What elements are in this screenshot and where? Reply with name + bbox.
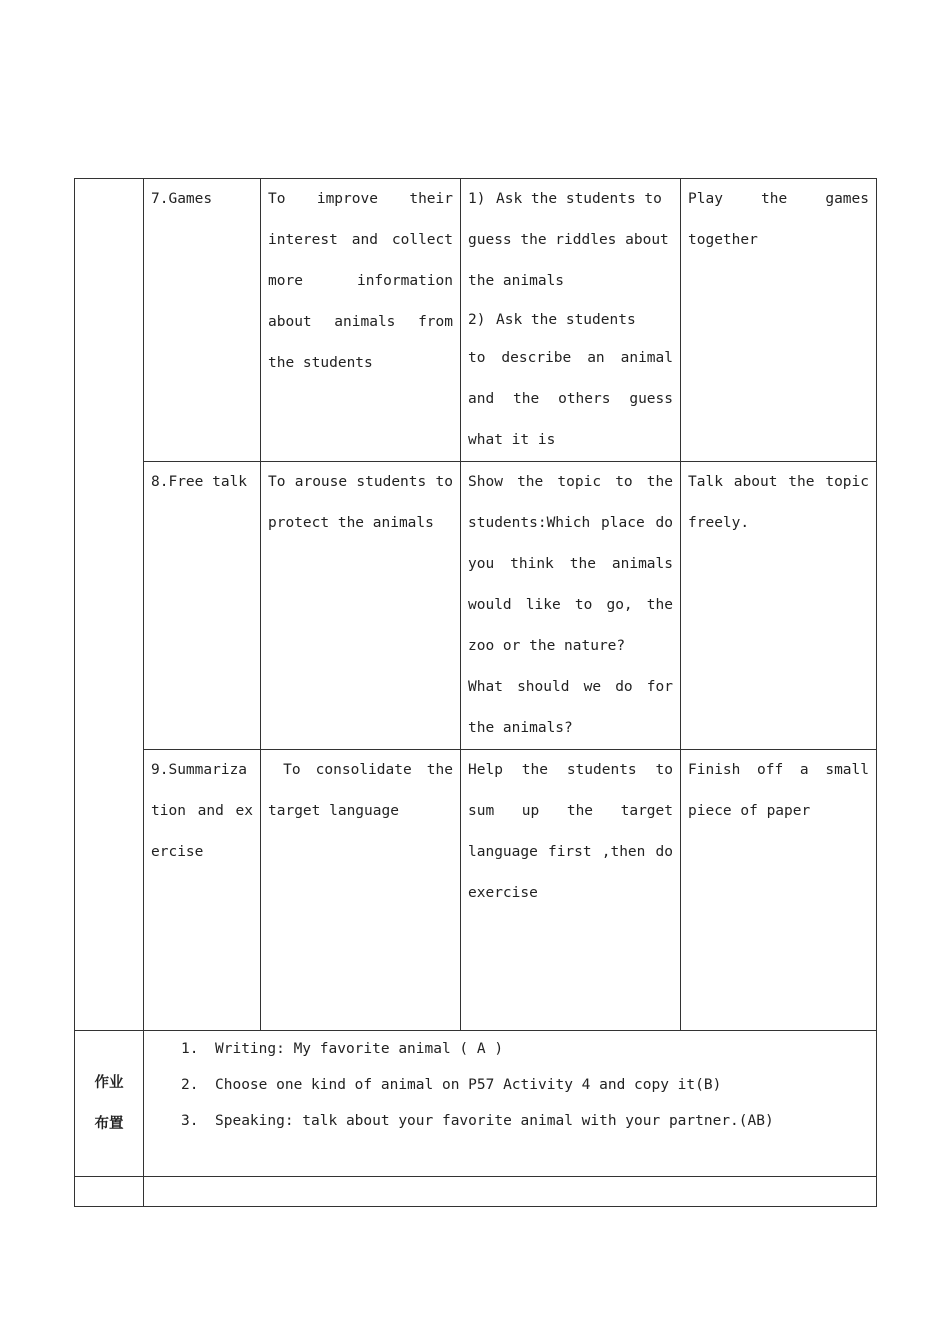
teacher-activity-paragraph: What should we do for the animals? (468, 679, 673, 736)
table-row-empty (75, 1177, 877, 1207)
table-row-free-talk (75, 462, 877, 750)
list-item: 3. Speaking: talk about your favorite animal with your partner.(AB) (181, 1113, 774, 1129)
teacher-activity-continued: to describe an animal and the others guess what it is (468, 350, 673, 448)
lesson-plan-table (74, 178, 877, 1207)
student-activity-cell: Talk about the topic freely. (681, 462, 877, 750)
list-item: 2) Ask the students (468, 312, 636, 328)
step-cell: 8.Free talk (144, 462, 261, 750)
list-item: 1) Ask the students to guess the riddles about the animals (468, 191, 669, 289)
step-cell: 9.Summarization and exercise (144, 750, 261, 1031)
teacher-steps-list (468, 179, 673, 338)
table-row-homework (75, 1031, 877, 1177)
table-row-summarization (75, 750, 877, 1031)
homework-label-cell (75, 1031, 144, 1177)
step-cell: 7.Games (144, 179, 261, 462)
empty-cell (75, 1177, 144, 1207)
table-row-games (75, 179, 877, 462)
list-item: 1. Writing: My favorite animal ( A ) (181, 1041, 504, 1057)
teacher-activity-cell (461, 462, 681, 750)
student-activity-cell: Finish off a small piece of paper (681, 750, 877, 1031)
homework-label: 作业 (94, 1074, 124, 1091)
homework-label: 布置 (94, 1115, 124, 1132)
homework-list (151, 1031, 869, 1139)
purpose-cell: To arouse students to protect the animals (261, 462, 461, 750)
purpose-cell: To consolidate the target language (261, 750, 461, 1031)
teacher-activity-cell (461, 179, 681, 462)
left-margin-cell (75, 179, 144, 1031)
homework-content-cell (144, 1031, 877, 1177)
list-item: 2. Choose one kind of animal on P57 Activity 4 and copy it(B) (181, 1077, 722, 1093)
empty-cell (144, 1177, 877, 1207)
teacher-activity-paragraph: Show the topic to the students:Which place do you think the animals would like to go, the zoo or the nature? (468, 474, 673, 654)
student-activity-cell: Play the games together (681, 179, 877, 462)
teacher-activity-cell: Help the students to sum up the target language first ,then do exercise (461, 750, 681, 1031)
purpose-cell: To improve their interest and collect more information about animals from the students (261, 179, 461, 462)
